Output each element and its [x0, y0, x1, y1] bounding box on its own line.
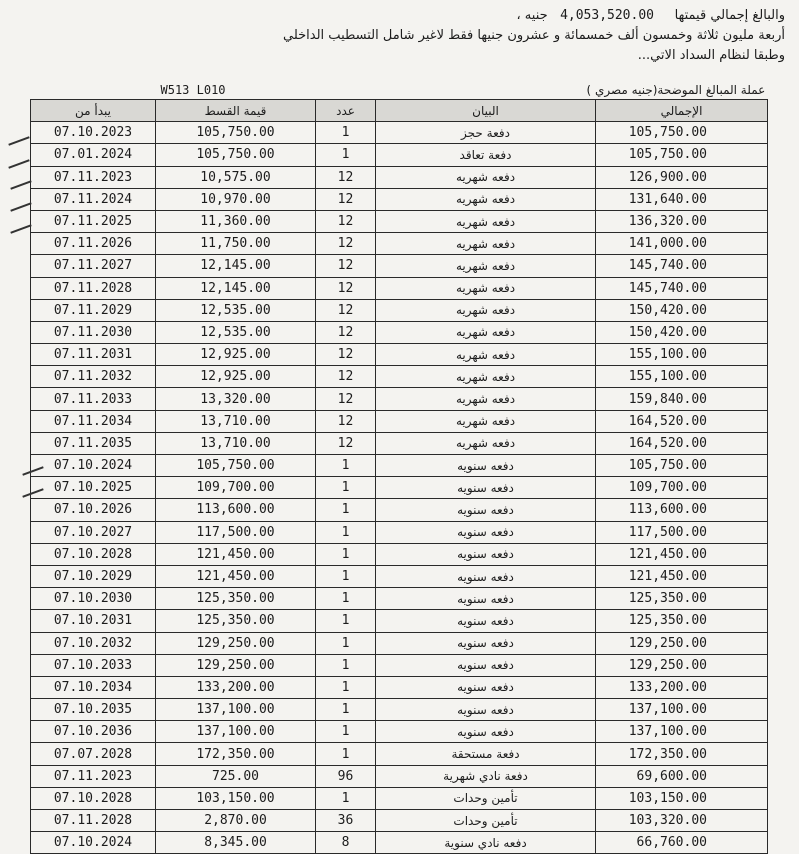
cell-start-date: 07.11.2026: [31, 233, 156, 255]
cell-start-date: 07.11.2025: [31, 210, 156, 232]
payment-schedule-table: [30, 85, 767, 854]
cell-start-date: 07.10.2032: [31, 632, 156, 654]
cell-count: 12: [316, 432, 376, 454]
table-row: [31, 432, 768, 454]
handwritten-tick-mark: [8, 136, 29, 145]
cell-count: 1: [316, 565, 376, 587]
cell-count: 12: [316, 233, 376, 255]
cell-description: دفعه سنويه: [376, 455, 596, 477]
cell-start-date: 07.11.2032: [31, 366, 156, 388]
cell-total: 155,100.00: [596, 366, 768, 388]
table-row: [31, 233, 768, 255]
cell-total: 131,640.00: [596, 188, 768, 210]
cell-count: 1: [316, 144, 376, 166]
cell-total: 125,350.00: [596, 588, 768, 610]
cell-description: دفعة حجز: [376, 122, 596, 144]
cell-description: دفعه نادي سنوية: [376, 832, 596, 854]
cell-total: 109,700.00: [596, 477, 768, 499]
table-row: [31, 344, 768, 366]
document-header: [0, 0, 799, 80]
cell-installment: 105,750.00: [156, 144, 316, 166]
cell-count: 8: [316, 832, 376, 854]
cell-installment: 172,350.00: [156, 743, 316, 765]
total-amount-value: 4,053,520.00: [560, 8, 654, 23]
cell-total: 137,100.00: [596, 721, 768, 743]
cell-start-date: 07.11.2031: [31, 344, 156, 366]
cell-start-date: 07.11.2029: [31, 299, 156, 321]
table-row: [31, 366, 768, 388]
cell-installment: 8,345.00: [156, 832, 316, 854]
table-row: [31, 810, 768, 832]
cell-description: دفعه سنويه: [376, 654, 596, 676]
table-row: [31, 255, 768, 277]
cell-start-date: 07.10.2030: [31, 588, 156, 610]
cell-description: دفعه شهريه: [376, 299, 596, 321]
cell-installment: 125,350.00: [156, 588, 316, 610]
table-row: [31, 321, 768, 343]
cell-total: 150,420.00: [596, 299, 768, 321]
cell-description: دفعه سنويه: [376, 610, 596, 632]
table-row: [31, 721, 768, 743]
cell-description: دفعه سنويه: [376, 565, 596, 587]
cell-installment: 103,150.00: [156, 787, 316, 809]
cell-count: 1: [316, 676, 376, 698]
cell-start-date: 07.11.2035: [31, 432, 156, 454]
table-row: [31, 610, 768, 632]
cell-total: 136,320.00: [596, 210, 768, 232]
table-row: [31, 765, 768, 787]
cell-total: 129,250.00: [596, 654, 768, 676]
cell-total: 141,000.00: [596, 233, 768, 255]
cell-count: 1: [316, 122, 376, 144]
cell-start-date: 07.10.2035: [31, 699, 156, 721]
cell-start-date: 07.11.2023: [31, 166, 156, 188]
cell-total: 155,100.00: [596, 344, 768, 366]
col-header-start: يبدأ من: [31, 100, 156, 122]
cell-start-date: 07.11.2024: [31, 188, 156, 210]
cell-total: 105,750.00: [596, 455, 768, 477]
cell-start-date: 07.10.2029: [31, 565, 156, 587]
cell-description: دفعه شهريه: [376, 432, 596, 454]
cell-description: دفعه سنويه: [376, 632, 596, 654]
cell-start-date: 07.11.2028: [31, 810, 156, 832]
col-header-count: عدد: [316, 100, 376, 122]
cell-total: 129,250.00: [596, 632, 768, 654]
cell-total: 126,900.00: [596, 166, 768, 188]
cell-description: دفعه شهريه: [376, 410, 596, 432]
cell-installment: 129,250.00: [156, 654, 316, 676]
cell-count: 1: [316, 543, 376, 565]
cell-description: دفعه سنويه: [376, 543, 596, 565]
cell-total: 105,750.00: [596, 144, 768, 166]
cell-description: دفعه شهريه: [376, 366, 596, 388]
table-row: [31, 277, 768, 299]
cell-total: 103,150.00: [596, 787, 768, 809]
handwritten-tick-mark: [10, 180, 31, 189]
handwritten-tick-mark: [8, 159, 29, 168]
table-row: [31, 144, 768, 166]
table-row: [31, 832, 768, 854]
cell-description: دفعه سنويه: [376, 521, 596, 543]
cell-start-date: 07.10.2026: [31, 499, 156, 521]
cell-description: دفعه شهريه: [376, 277, 596, 299]
cell-installment: 10,575.00: [156, 166, 316, 188]
cell-start-date: 07.10.2025: [31, 477, 156, 499]
cell-installment: 125,350.00: [156, 610, 316, 632]
cell-start-date: 07.07.2028: [31, 743, 156, 765]
cell-installment: 137,100.00: [156, 721, 316, 743]
cell-installment: 105,750.00: [156, 122, 316, 144]
cell-description: دفعه شهريه: [376, 166, 596, 188]
table-row: [31, 521, 768, 543]
cell-description: دفعه شهريه: [376, 255, 596, 277]
table-row: [31, 499, 768, 521]
cell-count: 1: [316, 699, 376, 721]
cell-count: 1: [316, 610, 376, 632]
cell-total: 133,200.00: [596, 676, 768, 698]
cell-count: 12: [316, 299, 376, 321]
col-header-total: الإجمالي: [596, 100, 768, 122]
cell-total: 117,500.00: [596, 521, 768, 543]
table-row: [31, 122, 768, 144]
cell-description: دفعه سنويه: [376, 676, 596, 698]
total-amount-label: والبالغ إجمالي قيمتها: [674, 8, 785, 23]
cell-total: 121,450.00: [596, 565, 768, 587]
table-row: [31, 188, 768, 210]
cell-description: دفعه سنويه: [376, 721, 596, 743]
cell-total: 125,350.00: [596, 610, 768, 632]
cell-start-date: 07.10.2023: [31, 122, 156, 144]
cell-description: تأمين وحدات: [376, 787, 596, 809]
cell-total: 105,750.00: [596, 122, 768, 144]
cell-installment: 117,500.00: [156, 521, 316, 543]
cell-start-date: 07.10.2033: [31, 654, 156, 676]
cell-description: دفعه سنويه: [376, 499, 596, 521]
cell-installment: 121,450.00: [156, 543, 316, 565]
cell-count: 1: [316, 721, 376, 743]
cell-installment: 129,250.00: [156, 632, 316, 654]
table-row: [31, 410, 768, 432]
cell-count: 12: [316, 388, 376, 410]
cell-installment: 121,450.00: [156, 565, 316, 587]
cell-start-date: 07.11.2027: [31, 255, 156, 277]
cell-description: دفعة تعاقد: [376, 144, 596, 166]
cell-start-date: 07.11.2034: [31, 410, 156, 432]
currency-caption: عملة المبالغ الموضحة(جنيه مصري ): [586, 85, 766, 97]
cell-installment: 109,700.00: [156, 477, 316, 499]
cell-total: 164,520.00: [596, 432, 768, 454]
cell-start-date: 07.10.2028: [31, 543, 156, 565]
cell-count: 12: [316, 277, 376, 299]
cell-installment: 11,360.00: [156, 210, 316, 232]
cell-count: 1: [316, 588, 376, 610]
cell-count: 1: [316, 632, 376, 654]
cell-installment: 725.00: [156, 765, 316, 787]
cell-installment: 13,710.00: [156, 432, 316, 454]
table-row: [31, 699, 768, 721]
cell-description: دفعه سنويه: [376, 477, 596, 499]
table-row: [31, 632, 768, 654]
cell-total: 164,520.00: [596, 410, 768, 432]
cell-start-date: 07.11.2023: [31, 765, 156, 787]
table-row: [31, 565, 768, 587]
cell-start-date: 07.11.2028: [31, 277, 156, 299]
cell-installment: 137,100.00: [156, 699, 316, 721]
cell-start-date: 07.10.2024: [31, 832, 156, 854]
table-header-row: [31, 100, 768, 122]
total-amount-line: [516, 8, 785, 23]
cell-start-date: 07.11.2030: [31, 321, 156, 343]
payment-system-intro: وطبقا لنظام السداد الاتي...: [637, 48, 785, 63]
table-row: [31, 477, 768, 499]
cell-installment: 10,970.00: [156, 188, 316, 210]
col-header-description: البيان: [376, 100, 596, 122]
cell-installment: 12,925.00: [156, 366, 316, 388]
cell-installment: 133,200.00: [156, 676, 316, 698]
cell-start-date: 07.11.2033: [31, 388, 156, 410]
cell-installment: 12,145.00: [156, 277, 316, 299]
cell-total: 172,350.00: [596, 743, 768, 765]
cell-start-date: 07.10.2034: [31, 676, 156, 698]
table-row: [31, 543, 768, 565]
cell-count: 96: [316, 765, 376, 787]
cell-description: دفعه شهريه: [376, 321, 596, 343]
cell-count: 1: [316, 743, 376, 765]
cell-start-date: 07.01.2024: [31, 144, 156, 166]
cell-description: دفعة مستحقة: [376, 743, 596, 765]
handwritten-tick-mark: [10, 202, 31, 211]
cell-start-date: 07.10.2031: [31, 610, 156, 632]
cell-start-date: 07.10.2036: [31, 721, 156, 743]
cell-installment: 113,600.00: [156, 499, 316, 521]
unit-codes: W513 L010: [160, 85, 226, 97]
cell-count: 12: [316, 255, 376, 277]
cell-description: دفعه شهريه: [376, 388, 596, 410]
table-row: [31, 455, 768, 477]
cell-start-date: 07.10.2027: [31, 521, 156, 543]
cell-count: 12: [316, 344, 376, 366]
cell-total: 159,840.00: [596, 388, 768, 410]
amount-in-words: أربعة مليون ثلاثة وخمسون ألف خمسمائة و عشرون جنيها فقط لاغير شامل التسطيب الداخلي: [282, 28, 785, 43]
cell-installment: 2,870.00: [156, 810, 316, 832]
handwritten-tick-mark: [10, 224, 31, 233]
table-row: [31, 388, 768, 410]
cell-description: تأمين وحدات: [376, 810, 596, 832]
cell-total: 113,600.00: [596, 499, 768, 521]
table-row: [31, 299, 768, 321]
table-row: [31, 166, 768, 188]
cell-count: 12: [316, 410, 376, 432]
table-row: [31, 676, 768, 698]
cell-count: 1: [316, 477, 376, 499]
cell-count: 1: [316, 787, 376, 809]
cell-installment: 12,925.00: [156, 344, 316, 366]
cell-description: دفعه شهريه: [376, 233, 596, 255]
cell-total: 145,740.00: [596, 277, 768, 299]
cell-installment: 13,710.00: [156, 410, 316, 432]
table-row: [31, 743, 768, 765]
cell-count: 1: [316, 654, 376, 676]
cell-count: 1: [316, 499, 376, 521]
cell-total: 121,450.00: [596, 543, 768, 565]
cell-description: دفعه شهريه: [376, 210, 596, 232]
cell-start-date: 07.10.2024: [31, 455, 156, 477]
table-caption-row: [31, 85, 768, 100]
cell-installment: 12,145.00: [156, 255, 316, 277]
cell-description: دفعه شهريه: [376, 344, 596, 366]
cell-total: 145,740.00: [596, 255, 768, 277]
cell-installment: 12,535.00: [156, 299, 316, 321]
table-row: [31, 588, 768, 610]
table-row: [31, 654, 768, 676]
cell-count: 1: [316, 455, 376, 477]
cell-installment: 11,750.00: [156, 233, 316, 255]
cell-count: 12: [316, 321, 376, 343]
cell-description: دفعه سنويه: [376, 588, 596, 610]
cell-start-date: 07.10.2028: [31, 787, 156, 809]
cell-total: 66,760.00: [596, 832, 768, 854]
cell-count: 12: [316, 188, 376, 210]
cell-description: دفعة نادي شهرية: [376, 765, 596, 787]
cell-total: 69,600.00: [596, 765, 768, 787]
cell-count: 12: [316, 366, 376, 388]
cell-installment: 105,750.00: [156, 455, 316, 477]
cell-installment: 13,320.00: [156, 388, 316, 410]
cell-installment: 12,535.00: [156, 321, 316, 343]
table-row: [31, 787, 768, 809]
cell-count: 36: [316, 810, 376, 832]
cell-count: 12: [316, 166, 376, 188]
cell-description: دفعه شهريه: [376, 188, 596, 210]
total-amount-unit: جنيه ،: [516, 8, 548, 23]
col-header-installment: قيمة القسط: [156, 100, 316, 122]
cell-count: 12: [316, 210, 376, 232]
cell-count: 1: [316, 521, 376, 543]
cell-total: 150,420.00: [596, 321, 768, 343]
cell-total: 137,100.00: [596, 699, 768, 721]
cell-description: دفعه سنويه: [376, 699, 596, 721]
table-row: [31, 210, 768, 232]
cell-total: 103,320.00: [596, 810, 768, 832]
